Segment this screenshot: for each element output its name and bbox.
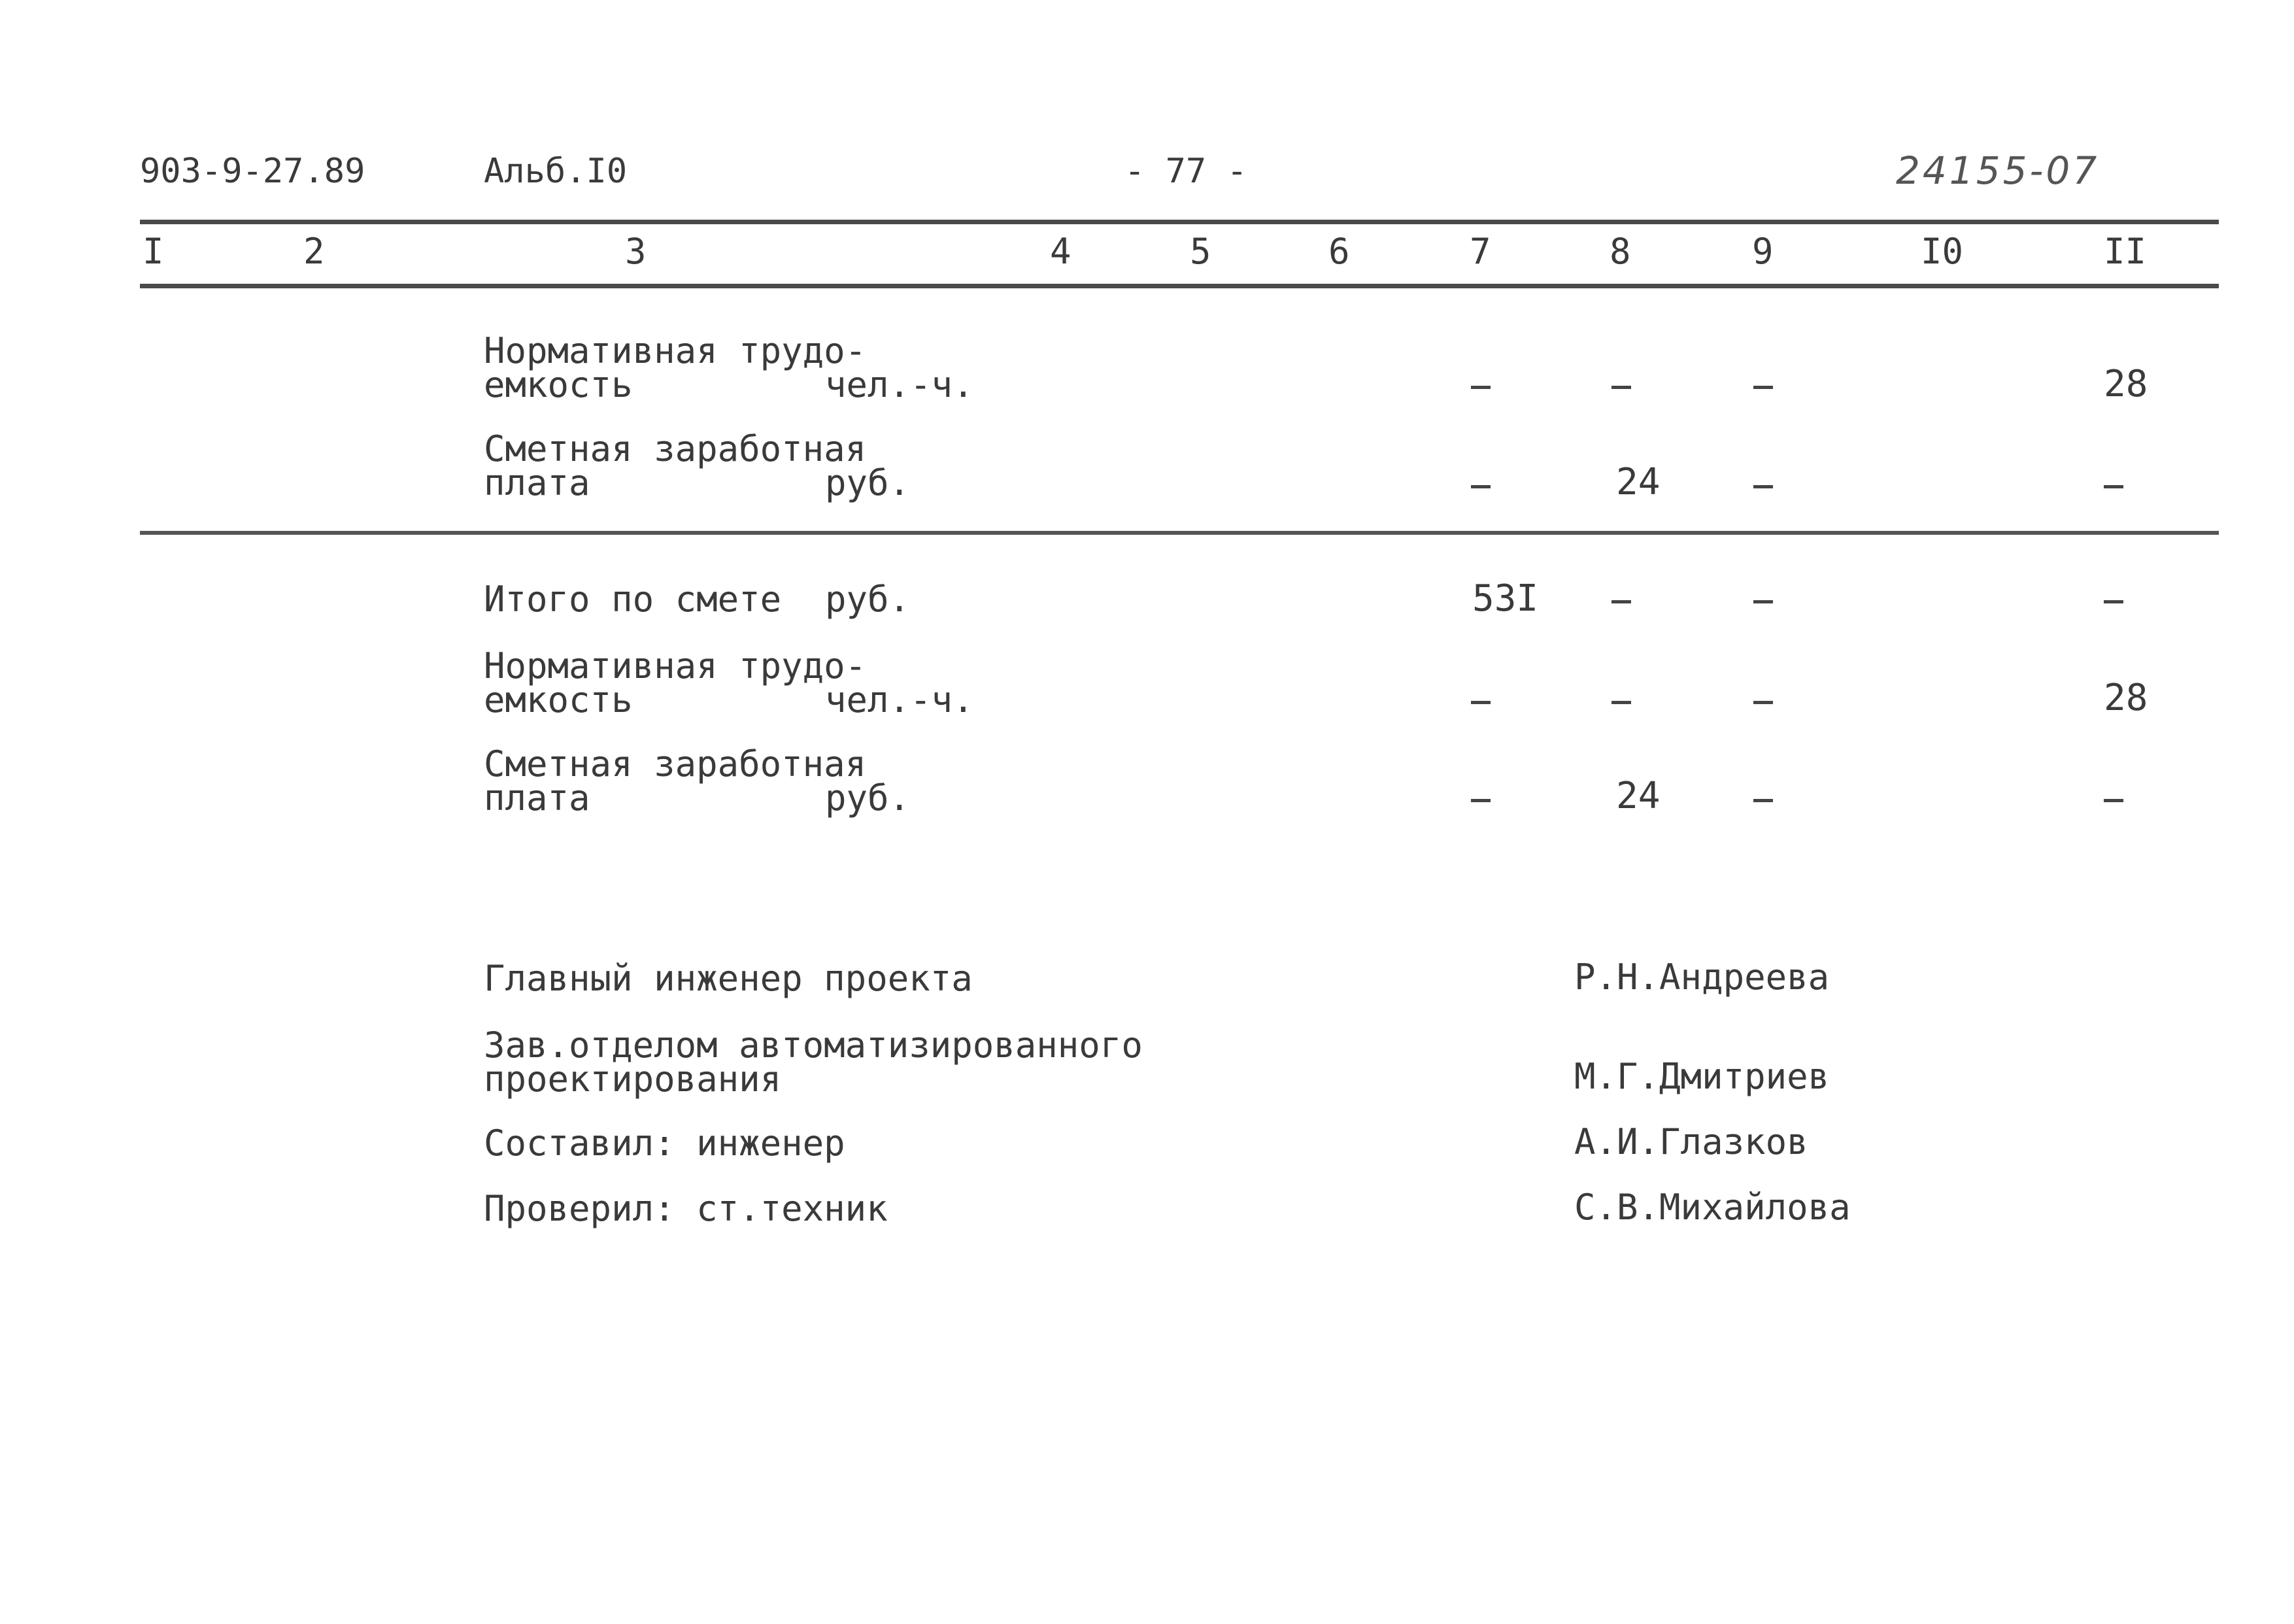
labor-intensity-unit: чел.-ч. bbox=[825, 364, 974, 405]
dash-c11 bbox=[2104, 799, 2123, 802]
labor-intensity-label-line2: емкость bbox=[484, 364, 633, 405]
signature-role: Главный инженер проекта bbox=[484, 958, 973, 999]
signature-name: С.В.Михайлова bbox=[1574, 1187, 1851, 1228]
document-code: 903-9-27.89 bbox=[140, 152, 365, 191]
album-number: Альб.I0 bbox=[484, 152, 628, 191]
estimated-wage-c8: 24 bbox=[1616, 461, 1661, 503]
labor-intensity-unit: чел.-ч. bbox=[825, 679, 974, 720]
estimated-wage-unit: руб. bbox=[825, 777, 911, 819]
section-separator-rule bbox=[140, 531, 2219, 535]
column-number-5: 5 bbox=[1190, 231, 1211, 272]
estimate-total-c7: 53I bbox=[1472, 577, 1539, 620]
column-number-7: 7 bbox=[1470, 231, 1491, 272]
dash-c7 bbox=[1471, 386, 1491, 389]
labor-intensity-label-line1: Нормативная трудо- bbox=[484, 645, 867, 686]
header-bottom-rule bbox=[140, 284, 2219, 288]
estimate-total-unit: руб. bbox=[825, 579, 911, 620]
dash-c11 bbox=[2104, 600, 2123, 603]
column-number-11: II bbox=[2104, 231, 2147, 272]
estimate-total-label: Итого по смете bbox=[484, 579, 782, 620]
inventory-number: 24155-07 bbox=[1896, 148, 2100, 193]
estimated-wage-label-line1: Сметная заработная bbox=[484, 743, 867, 785]
header-top-rule bbox=[140, 220, 2219, 224]
signature-role: Проверил: ст.техник bbox=[484, 1188, 888, 1229]
page-number: - 77 - bbox=[1124, 152, 1247, 191]
labor-intensity-c11: 28 bbox=[2104, 363, 2148, 405]
column-number-1: I bbox=[143, 231, 164, 272]
signature-name: М.Г.Дмитриев bbox=[1574, 1056, 1830, 1097]
estimated-wage-unit: руб. bbox=[825, 462, 911, 503]
estimated-wage-c8: 24 bbox=[1616, 775, 1661, 817]
signature-role: Зав.отделом автоматизированного bbox=[484, 1024, 1143, 1066]
dash-c9 bbox=[1753, 386, 1773, 389]
dash-c7 bbox=[1471, 485, 1491, 488]
signature-role: Составил: инженер bbox=[484, 1123, 845, 1164]
dash-c8 bbox=[1611, 701, 1631, 704]
column-number-3: 3 bbox=[625, 231, 647, 272]
signature-name: Р.Н.Андреева bbox=[1574, 956, 1830, 998]
dash-c8 bbox=[1611, 600, 1631, 603]
dash-c9 bbox=[1753, 701, 1773, 704]
column-number-8: 8 bbox=[1610, 231, 1631, 272]
signature-name: А.И.Глазков bbox=[1574, 1121, 1808, 1162]
labor-intensity-label-line1: Нормативная трудо- bbox=[484, 330, 867, 371]
column-number-9: 9 bbox=[1752, 231, 1774, 272]
labor-intensity-c11: 28 bbox=[2104, 677, 2148, 719]
labor-intensity-label-line2: емкость bbox=[484, 679, 633, 720]
dash-c9 bbox=[1753, 799, 1773, 802]
estimated-wage-label-line1: Сметная заработная bbox=[484, 428, 867, 469]
dash-c11 bbox=[2104, 485, 2123, 488]
estimated-wage-label-line2: плата bbox=[484, 777, 590, 819]
signature-role-line2: проектирования bbox=[484, 1058, 782, 1100]
estimated-wage-label-line2: плата bbox=[484, 462, 590, 503]
dash-c7 bbox=[1471, 701, 1491, 704]
dash-c7 bbox=[1471, 799, 1491, 802]
dash-c9 bbox=[1753, 600, 1773, 603]
dash-c9 bbox=[1753, 485, 1773, 488]
dash-c8 bbox=[1611, 386, 1631, 389]
column-number-6: 6 bbox=[1328, 231, 1350, 272]
column-number-2: 2 bbox=[303, 231, 325, 272]
column-number-4: 4 bbox=[1050, 231, 1071, 272]
column-number-10: I0 bbox=[1921, 231, 1964, 272]
